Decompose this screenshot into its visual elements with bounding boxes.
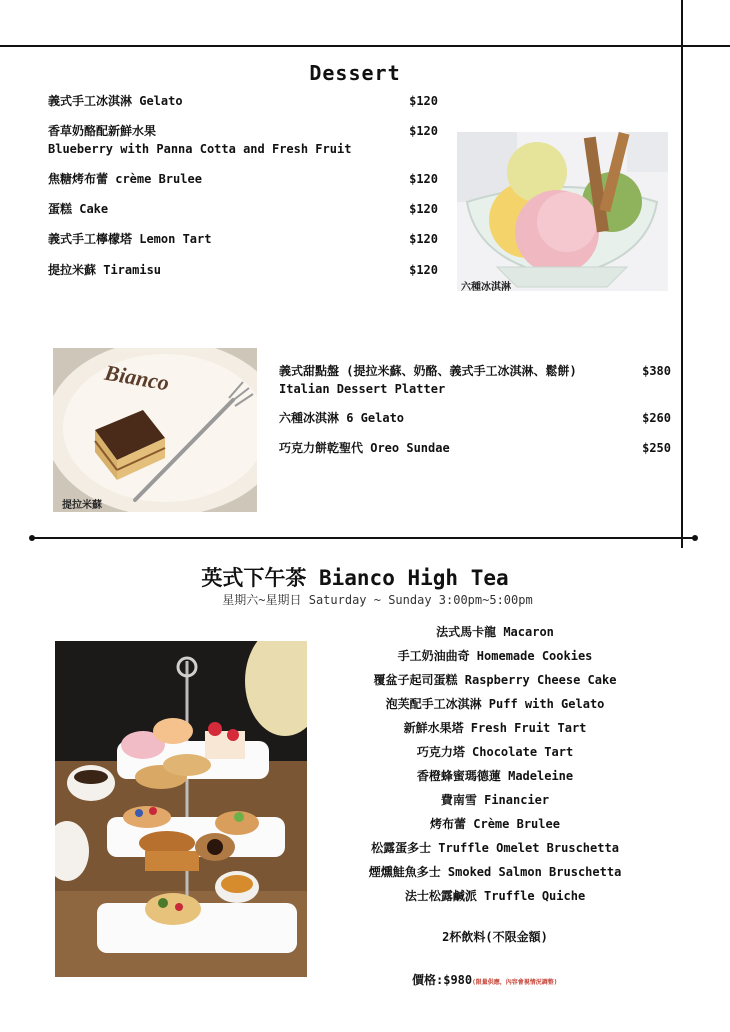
- item-name: 提拉米蘇 Tiramisu: [48, 263, 162, 277]
- menu-item: [279, 439, 671, 457]
- list-item: 新鮮水果塔 Fresh Fruit Tart: [403, 721, 587, 735]
- item-price: $120: [409, 232, 438, 246]
- list-item: 煙燻鮭魚多士 Smoked Salmon Bruschetta: [368, 865, 622, 879]
- item-name: 六種冰淇淋 6 Gelato: [279, 411, 405, 425]
- high-tea-price: [412, 971, 557, 988]
- price-note: (限量供應，內容會視情況調整): [472, 979, 558, 986]
- item-price: $120: [409, 172, 438, 186]
- divider-dot-left: [29, 535, 35, 541]
- menu-item: [48, 230, 438, 248]
- plate-lettering: Bianco: [102, 359, 172, 396]
- list-item: 費南雪 Financier: [440, 793, 550, 807]
- high-tea-items: [352, 622, 638, 910]
- item-name: 焦糖烤布蕾 crème Brulee: [48, 172, 202, 186]
- item-name: 巧克力餅乾聖代 Oreo Sundae: [279, 441, 450, 455]
- menu-item: [48, 122, 438, 158]
- section-divider: [32, 537, 696, 539]
- item-price: $120: [409, 94, 438, 108]
- high-tea-photo: [55, 641, 307, 977]
- menu-item: [279, 362, 671, 398]
- list-item: 覆盆子起司蛋糕 Raspberry Cheese Cake: [373, 673, 617, 687]
- item-name: 香草奶酪配新鮮水果: [48, 124, 157, 138]
- item-price: $250: [642, 441, 671, 455]
- top-rule: [0, 45, 730, 47]
- item-name: 義式手工冰淇淋 Gelato: [48, 94, 183, 108]
- item-price: $120: [409, 124, 438, 138]
- divider-dot-right: [692, 535, 698, 541]
- tiramisu-photo: [53, 348, 257, 512]
- menu-item: [48, 200, 438, 218]
- dessert-title: Dessert: [309, 61, 401, 85]
- item-price: $260: [642, 411, 671, 425]
- item-price: $380: [642, 364, 671, 378]
- list-item: 香橙蜂蜜瑪德蓮 Madeleine: [416, 769, 574, 783]
- item-price: $120: [409, 263, 438, 277]
- high-tea-title: 英式下午茶 Bianco High Tea: [201, 566, 509, 590]
- list-item: 烤布蕾 Crème Brulee: [430, 817, 560, 831]
- item-english-name: Blueberry with Panna Cotta and Fresh Fruit: [48, 142, 352, 156]
- item-name: 義式手工檸檬塔 Lemon Tart: [48, 232, 212, 246]
- menu-item: [48, 170, 438, 188]
- list-item: 法式馬卡龍 Macaron: [436, 625, 554, 639]
- list-item: 巧克力塔 Chocolate Tart: [416, 745, 574, 759]
- item-price: $120: [409, 202, 438, 216]
- menu-item: [48, 261, 438, 279]
- item-name: 蛋糕 Cake: [48, 202, 109, 216]
- list-item: 法士松露鹹派 Truffle Quiche: [404, 889, 586, 903]
- menu-item: [48, 92, 438, 110]
- menu-item: [279, 409, 671, 427]
- gelato-caption: 六種冰淇淋: [461, 282, 511, 293]
- tiramisu-caption: 提拉米蘇: [62, 500, 102, 511]
- list-item: 泡芙配手工冰淇淋 Puff with Gelato: [385, 697, 605, 711]
- price-label: 價格:$980: [412, 973, 473, 987]
- item-name: 義式甜點盤 (提拉米蘇、奶酪、義式手工冰淇淋、鬆餅): [279, 364, 577, 378]
- item-english-name: Italian Dessert Platter: [279, 382, 446, 396]
- drinks-note: 2杯飲料(不限金額): [442, 930, 548, 944]
- list-item: 手工奶油曲奇 Homemade Cookies: [397, 649, 593, 663]
- gelato-photo: [457, 132, 668, 291]
- list-item: 松露蛋多士 Truffle Omelet Bruschetta: [371, 841, 619, 855]
- high-tea-subtitle: 星期六~星期日 Saturday ~ Sunday 3:00pm~5:00pm: [222, 593, 533, 607]
